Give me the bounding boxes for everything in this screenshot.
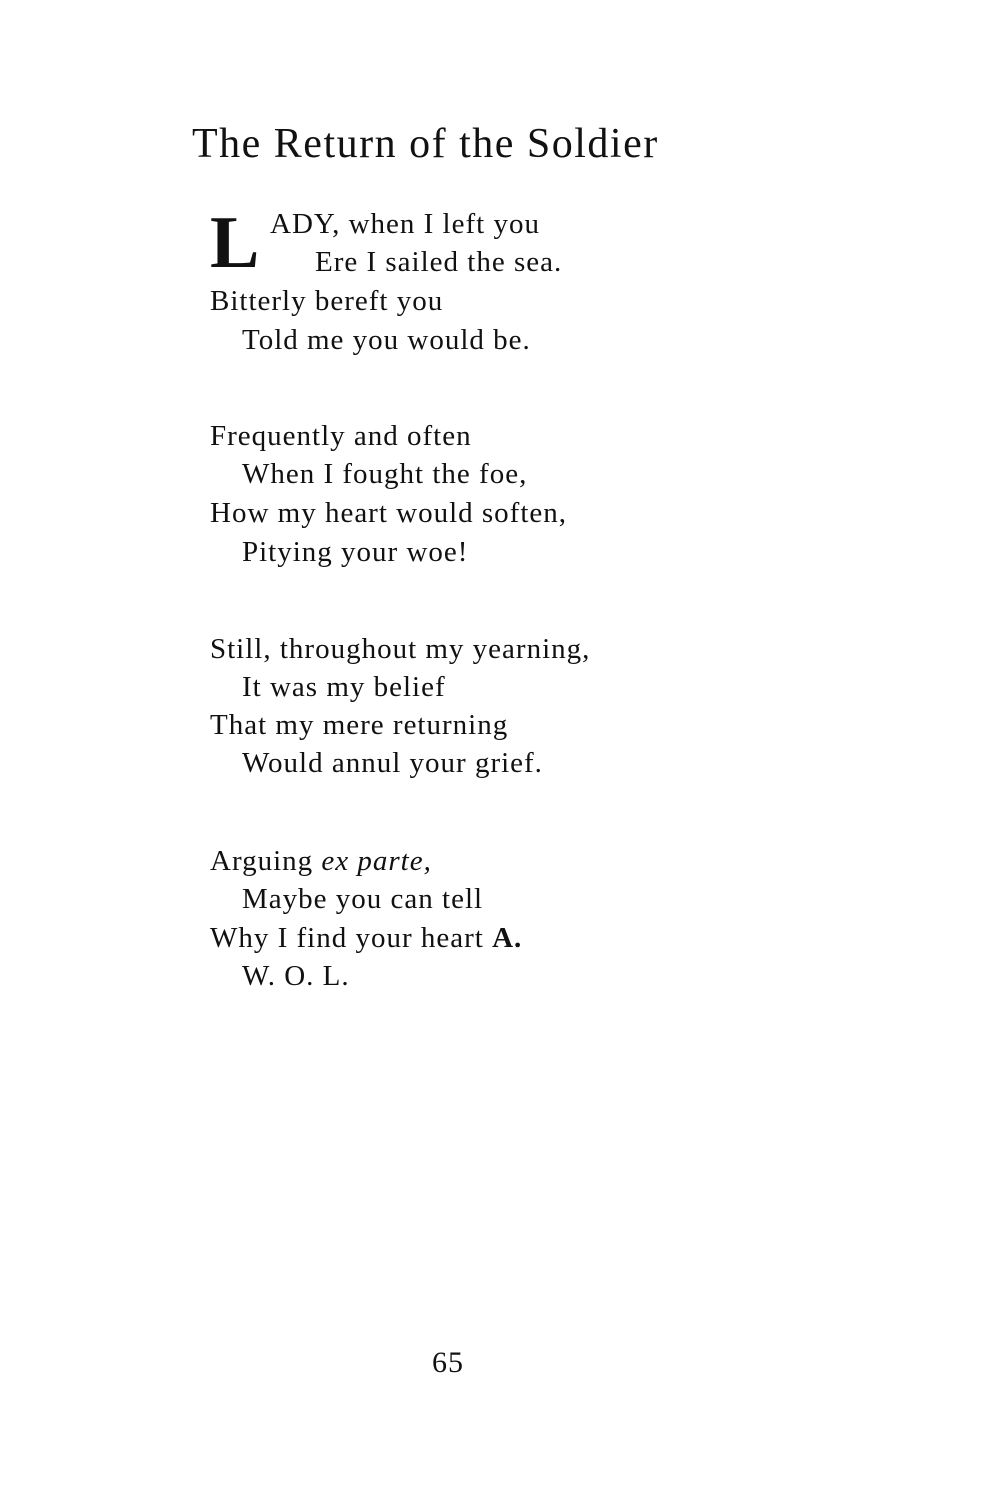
drop-cap: L bbox=[210, 202, 260, 284]
stanza3-line4: Would annul your grief. bbox=[242, 747, 543, 779]
stanza4-line3-prefix: Why I find your heart bbox=[210, 922, 493, 954]
page-number: 65 bbox=[432, 1346, 464, 1379]
stanza4-line1 bbox=[210, 847, 432, 876]
stanza1-line3: Bitterly bereft you bbox=[210, 285, 444, 317]
stanza4-line4: W. O. L. bbox=[242, 960, 350, 992]
stanza3-line3: That my mere returning bbox=[210, 709, 509, 741]
stanza4-line1-prefix: Arguing bbox=[210, 845, 322, 877]
stanza3-line1: Still, throughout my yearning, bbox=[210, 633, 591, 665]
stanza4-line1-italic: ex parte, bbox=[321, 845, 432, 877]
stanza4-line3-bold: A. bbox=[492, 922, 523, 954]
poem-title: The Return of the Soldier bbox=[192, 121, 659, 167]
stanza4-line3 bbox=[210, 924, 522, 953]
stanza2-line1: Frequently and often bbox=[210, 420, 472, 452]
stanza3-line2: It was my belief bbox=[242, 671, 446, 703]
stanza2-line4: Pitying your woe! bbox=[242, 536, 469, 568]
stanza1-line2: Ere I sailed the sea. bbox=[315, 246, 563, 278]
stanza4-line2: Maybe you can tell bbox=[242, 883, 484, 915]
stanza1-line4: Told me you would be. bbox=[242, 324, 531, 356]
stanza2-line2: When I fought the foe, bbox=[242, 458, 528, 490]
stanza2-line3: How my heart would soften, bbox=[210, 497, 568, 529]
stanza1-line1: ADY, when I left you bbox=[270, 208, 540, 240]
